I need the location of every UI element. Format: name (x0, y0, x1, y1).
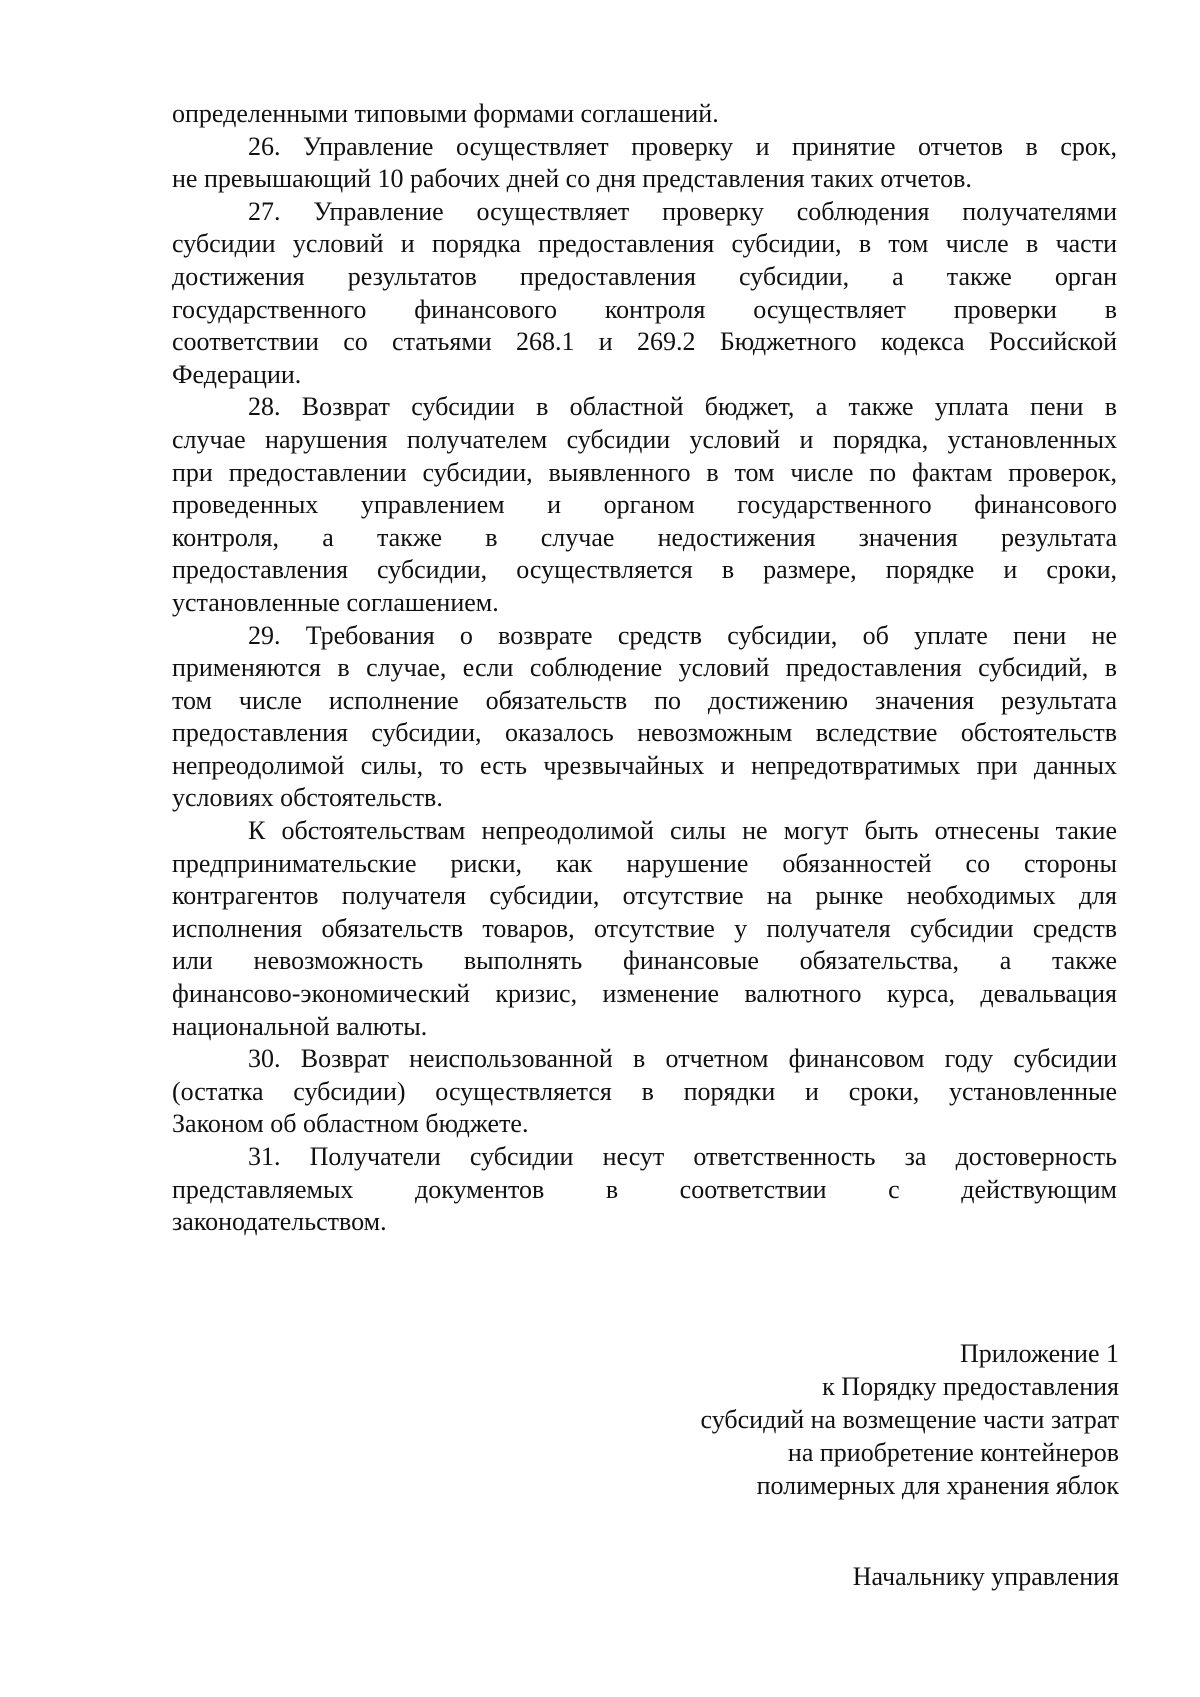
text-line: определенными типовыми формами соглашений. (172, 99, 719, 128)
annex-line: на приобретение контейнеров (787, 1438, 1119, 1467)
text-line: предоставления субсидии, оказалось невозможным вследствие обстоятельств (172, 718, 1117, 748)
text-line: государственного финансового контроля осуществляет проверки в (172, 294, 1117, 324)
text-line: случае нарушения получателем субсидии условий и порядка, установленных (172, 424, 1117, 454)
text-line: 30. Возврат неиспользованной в отчетном финансовом году субсидии (248, 1044, 1117, 1074)
text-line: Федерации. (172, 359, 302, 389)
text-line: проведенных управлением и органом государственного финансового (172, 490, 1117, 520)
text-line: 28. Возврат субсидии в областной бюджет, а также уплата пени в (248, 392, 1117, 422)
text-line: применяются в случае, если соблюдение условий предоставления субсидий, в (172, 653, 1117, 683)
text-line: законодательством. (172, 1207, 387, 1237)
text-line: национальной валюты. (172, 1011, 428, 1041)
text-line: исполнения обязательств товаров, отсутствие у получателя субсидии средств (172, 913, 1117, 943)
text-line: (остатка субсидии) осуществляется в порядки и сроки, установленные (172, 1076, 1117, 1106)
addressee: Начальнику управления (852, 1562, 1119, 1591)
text-line: К обстоятельствам непреодолимой силы не могут быть отнесены такие (248, 816, 1117, 846)
text-line: условиях обстоятельств. (172, 783, 443, 813)
text-line: установленные соглашением. (172, 587, 499, 617)
annex-line: Приложение 1 (959, 1339, 1119, 1368)
text-line: субсидии условий и порядка предоставления субсидии, в том числе в части (172, 229, 1117, 259)
body-text (172, 98, 1117, 1239)
text-line: предпринимательские риски, как нарушение обязанностей со стороны (172, 848, 1117, 878)
text-line: или невозможность выполнять финансовые обязательства, а также (172, 946, 1117, 976)
text-line: Законом об областном бюджете. (172, 1109, 529, 1139)
text-line: представляемых документов в соответствии с действующим (172, 1174, 1117, 1204)
text-line: 26. Управление осуществляет проверку и принятие отчетов в срок, (248, 131, 1117, 161)
annex-reference (701, 1337, 1119, 1502)
text-line: 27. Управление осуществляет проверку соблюдения получателями (248, 196, 1117, 226)
text-line: 29. Требования о возврате средств субсидии, об уплате пени не (248, 620, 1117, 650)
text-line: том числе исполнение обязательств по достижению значения результата (172, 685, 1117, 715)
text-line: не превышающий 10 рабочих дней со дня представления таких отчетов. (172, 164, 972, 194)
text-line: непреодолимой силы, то есть чрезвычайных и непредотвратимых при данных (172, 750, 1117, 780)
text-line: контроля, а также в случае недостижения значения результата (172, 522, 1117, 552)
annex-line: к Порядку предоставления (822, 1372, 1119, 1401)
text-line: финансово-экономический кризис, изменение валютного курса, девальвация (172, 979, 1117, 1009)
text-line: предоставления субсидии, осуществляется в размере, порядке и сроки, (172, 555, 1117, 585)
annex-line: полимерных для хранения яблок (756, 1471, 1119, 1500)
text-line: достижения результатов предоставления субсидии, а также орган (172, 261, 1117, 291)
text-line: при предоставлении субсидии, выявленного в том числе по фактам проверок, (172, 457, 1117, 487)
text-line: контрагентов получателя субсидии, отсутствие на рынке необходимых для (172, 881, 1117, 911)
text-line: 31. Получатели субсидии несут ответственность за достоверность (248, 1142, 1117, 1171)
text-line: соответствии со статьями 268.1 и 269.2 Бюджетного кодекса Российской (172, 327, 1117, 357)
annex-line: субсидий на возмещение части затрат (700, 1405, 1119, 1434)
